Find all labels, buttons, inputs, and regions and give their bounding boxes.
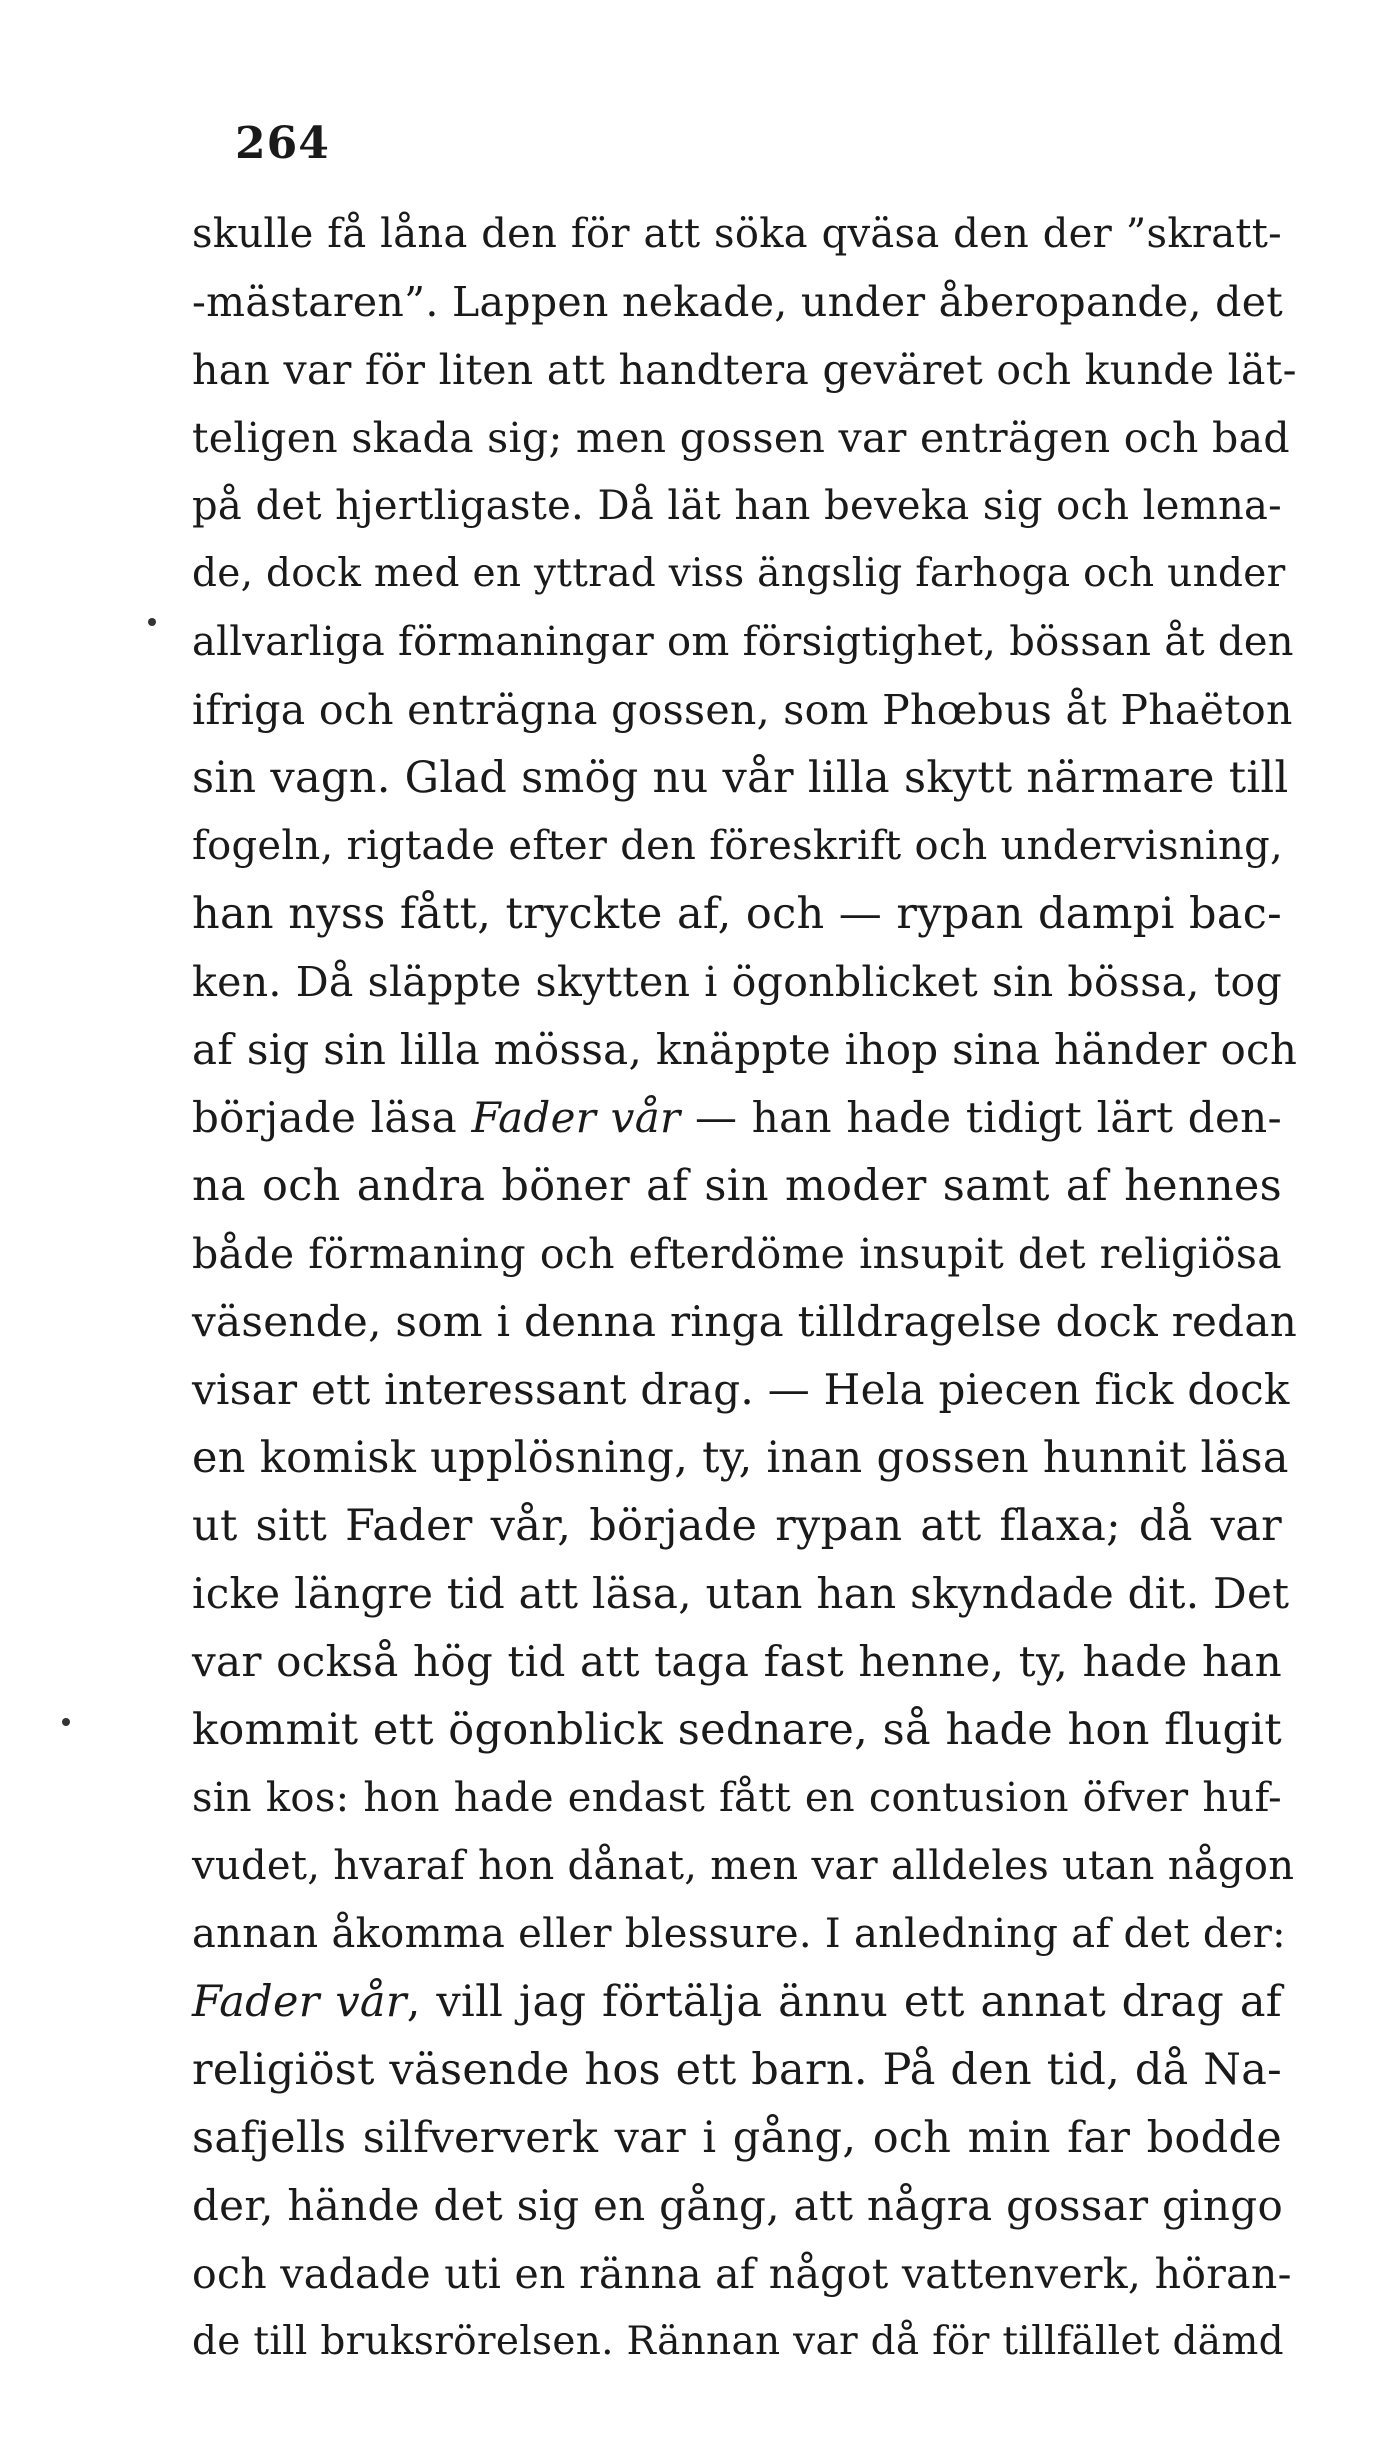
text-line: ken. Då släppte skytten i ögonblicket sin bössa, tog bbox=[192, 958, 1282, 1006]
text-line: vudet, hvaraf hon dånat, men var alldeles utan någon bbox=[192, 1843, 1295, 1889]
text-line: religiöst väsende hos ett barn. På den tid, då Na- bbox=[192, 2045, 1282, 2095]
text-line: annan åkomma eller blessure. I anledning af det der: bbox=[192, 1911, 1286, 1957]
text-line: väsende, som i denna ringa tilldragelse dock redan bbox=[192, 1297, 1298, 1346]
text-line: visar ett interessant drag. — Hela piecen fick dock bbox=[192, 1365, 1290, 1414]
text-line: safjells silfververk var i gång, och min far bodde bbox=[192, 2113, 1282, 2163]
text-line: skulle få låna den för att söka qväsa den der ”skratt- bbox=[192, 211, 1282, 257]
ink-speck bbox=[62, 1718, 70, 1726]
page-number: 264 bbox=[235, 118, 330, 169]
text-line: en komisk upplösning, ty, inan gossen hunnit läsa bbox=[192, 1433, 1289, 1483]
text-line: af sig sin lilla mössa, knäppte ihop sina händer och bbox=[192, 1025, 1298, 1074]
text-line: han var för liten att handtera geväret och kunde lät- bbox=[192, 346, 1297, 394]
text-line: der, hände det sig en gång, att några gossar gingo bbox=[192, 2181, 1284, 2230]
text-line: var också hög tid att taga fast henne, ty, hade han bbox=[192, 1637, 1282, 1686]
text-line: teligen skada sig; men gossen var enträgen och bad bbox=[192, 414, 1290, 462]
text-line: na och andra böner af sin moder samt af hennes bbox=[192, 1161, 1282, 1211]
text-line: allvarliga förmaningar om försigtighet, bössan åt den bbox=[192, 619, 1294, 665]
text-line: både förmaning och efterdöme insupit det religiösa bbox=[192, 1230, 1282, 1278]
text-line: de, dock med en yttrad viss ängslig farhoga och under bbox=[192, 551, 1286, 596]
text-line: på det hjertligaste. Då lät han beveka sig och lemna- bbox=[192, 483, 1282, 529]
ink-speck bbox=[148, 618, 156, 626]
text-line: ut sitt Fader vår, började rypan att flaxa; då var bbox=[192, 1501, 1282, 1551]
italic-phrase: Fader vår bbox=[471, 1093, 681, 1142]
text-line: ifriga och enträgna gossen, som Phœbus åt Phaëton bbox=[192, 686, 1293, 734]
text-line: icke längre tid att läsa, utan han skyndade dit. Det bbox=[192, 1569, 1290, 1618]
text-line: sin vagn. Glad smög nu vår lilla skytt närmare till bbox=[192, 753, 1289, 803]
body-text bbox=[192, 200, 1298, 2376]
text-line: kommit ett ögonblick sednare, så hade hon flugit bbox=[192, 1705, 1282, 1755]
italic-phrase: Fader vår bbox=[192, 1977, 407, 2027]
text-line: började läsa Fader vår — han hade tidigt lärt den- bbox=[192, 1093, 1282, 1142]
text-line: -mästaren”. Lappen nekade, under åberopande, det bbox=[192, 278, 1284, 326]
text-line: Fader vår, vill jag förtälja ännu ett annat drag af bbox=[192, 1977, 1283, 2027]
text-line: de till bruksrörelsen. Rännan var då för tillfället dämd bbox=[192, 2319, 1284, 2364]
text-line: och vadade uti en ränna af något vattenverk, höran- bbox=[192, 2250, 1292, 2298]
text-line: han nyss fått, tryckte af, och — rypan dampi bac- bbox=[192, 889, 1282, 939]
text-line: fogeln, rigtade efter den föreskrift och undervisning, bbox=[192, 823, 1283, 869]
text-line: sin kos: hon hade endast fått en contusion öfver huf- bbox=[192, 1775, 1282, 1821]
